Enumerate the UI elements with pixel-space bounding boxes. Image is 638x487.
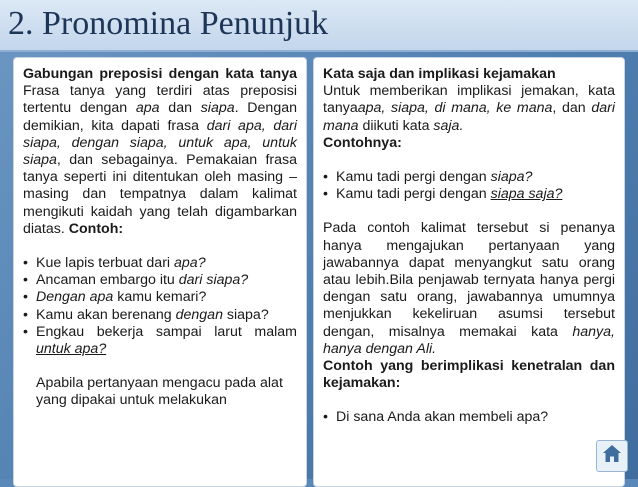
bullet-emphasis: siapa?	[490, 169, 533, 186]
right-paragraph-1	[323, 83, 615, 135]
left-p1-text3: , dan sebagainya. Pemakaian frasa tanya seperti ini ditentukan oleh masing – masing dan tempatnya dalam kalimat mengikuti kaidah yang telah digambarkan diatas.	[23, 152, 297, 237]
bullet-emphasis: dengan	[175, 306, 223, 323]
right-p1-em3: saja.	[433, 117, 464, 134]
left-closing-text: Apabila pertanyaan mengacu pada alat yang dipakai untuk melakukan	[36, 375, 283, 409]
home-button[interactable]	[596, 440, 628, 472]
list-item	[23, 272, 297, 289]
bullet-emphasis: apa?	[174, 255, 206, 272]
home-icon	[601, 443, 623, 470]
bullet-text: Kamu tadi pergi dengan	[336, 169, 491, 186]
left-p1-examples: dari apa, dari siapa, dengan siapa, untuk apa, untuk siapa	[23, 117, 298, 169]
slide-title: 2. Pronomina Penunjuk	[8, 5, 329, 42]
list-item	[23, 324, 297, 358]
left-p1-siapa: siapa	[200, 100, 235, 117]
left-p1-dan: dan	[159, 100, 201, 117]
left-heading: Gabungan preposisi dengan kata tanya	[23, 66, 297, 82]
bullet-emphasis: Dengan apa	[36, 289, 114, 306]
list-item	[323, 169, 615, 186]
bullet-emphasis: siapa saja?	[490, 186, 563, 203]
left-paragraph	[23, 83, 297, 238]
right-p1-em2: dari mana	[323, 100, 615, 134]
right-p1-text3: diikuti kata	[358, 117, 434, 134]
right-p1-text2: , dan	[552, 100, 592, 117]
list-item	[23, 255, 297, 272]
left-p1-text: Frasa tanya yang terdiri atas preposisi tertentu dengan	[23, 83, 297, 117]
left-example-list	[23, 255, 297, 358]
bullet-text: Ancaman embargo itu	[36, 272, 179, 289]
bullet-text: Engkau bekerja sampai larut malam	[36, 323, 297, 340]
bullet-text-after: kamu kemari?	[113, 289, 207, 306]
right-example-list	[323, 169, 615, 203]
list-item	[323, 186, 615, 203]
right-heading-2: Contoh yang berimplikasi kenetralan dan kejamakan:	[323, 358, 615, 392]
right-last-list	[323, 409, 615, 426]
left-content-box	[13, 57, 307, 487]
right-heading: Kata saja dan implikasi kejamakan	[323, 66, 556, 82]
bullet-text-after: siapa?	[222, 306, 269, 323]
right-p1-em1: apa, siapa, di mana, ke mana	[357, 100, 553, 117]
right-paragraph-2	[323, 220, 615, 358]
bullet-text: Kamu tadi pergi dengan	[336, 186, 491, 203]
list-item	[23, 289, 297, 306]
list-item: • Di sana Anda akan membeli apa?	[323, 409, 615, 426]
right-content-box	[313, 57, 625, 487]
title-bar	[0, 0, 638, 52]
bullet-text: Kue lapis terbuat dari	[36, 255, 175, 272]
list-item	[23, 307, 297, 324]
left-p1-text2: . Dengan demikian, kita dapati frasa	[23, 100, 297, 134]
right-p2-text: Pada contoh kalimat tersebut si penanya hanya mengajukan pertanyaan yang jawabannya dapat menyangkut satu orang atau lebih.Bila penjawab ternyata hanya pergi dengan satu orang, jawabannya umumnya menjukkan kekeliruan asumsi tersebut dengan, misalnya memakai kata	[323, 220, 615, 340]
right-p2-em: hanya, hanya dengan Ali.	[323, 323, 615, 357]
left-contoh-label: Contoh:	[68, 220, 124, 237]
right-p1-text: Untuk memberikan implikasi jemakan, kata tanya	[323, 83, 615, 117]
bullet-emphasis: dari siapa?	[178, 272, 249, 289]
right-contoh-label: Contohnya:	[323, 134, 402, 151]
bullet-text: Kamu akan berenang	[36, 306, 176, 323]
bullet-emphasis: untuk apa?	[36, 341, 107, 358]
left-p1-apa: apa	[135, 100, 160, 117]
